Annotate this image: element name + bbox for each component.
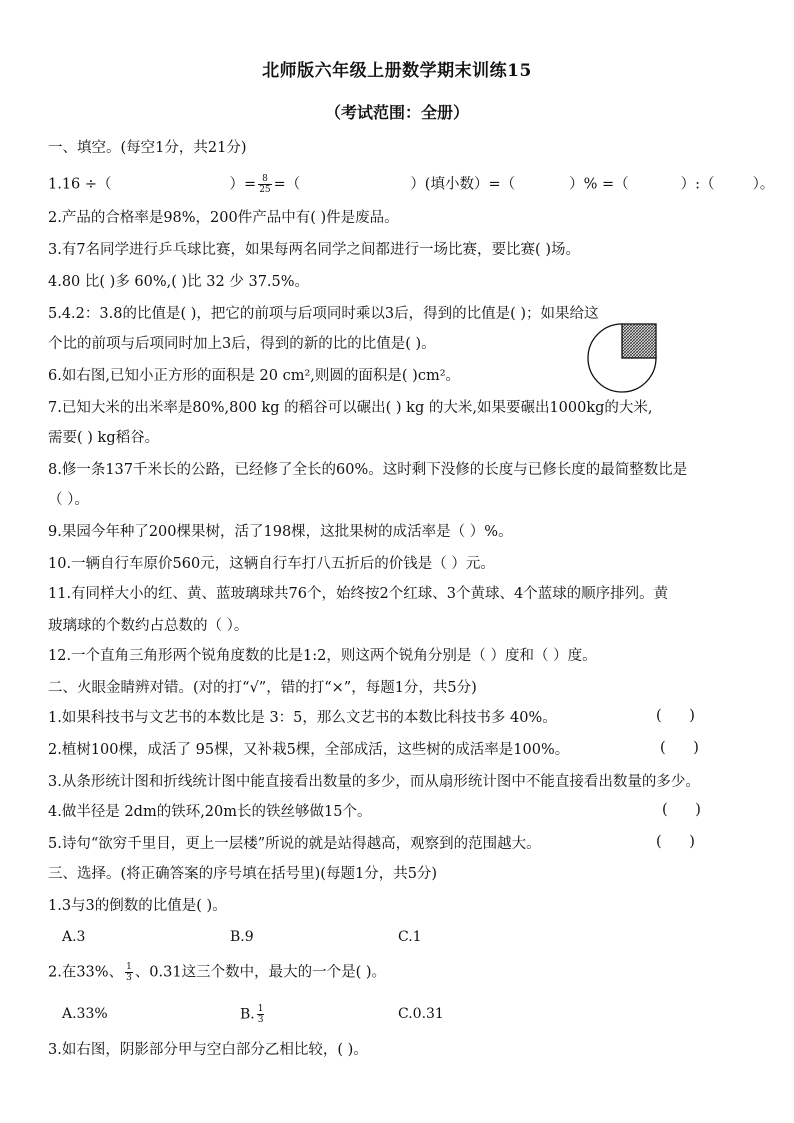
fraction-1-3: $\frac{1}{3}$ [126,962,132,983]
question-2-5: 5.诗句“欲穷千里目，更上一层楼”所说的就是站得越高，观察到的范围越大。 [48,836,541,852]
question-2-2: 2.植树100棵，成活了 95棵，又补栽5棵，全部成活，这些树的成活率是100%。 [48,742,570,758]
q1-part-f: ）:（ [680,176,715,193]
question-1-5b: 个比的前项与后项同时加上3后，得到的新的比的比值是( )。 [48,336,436,352]
question-1-1 [48,174,774,195]
option-3-1-b: B.9 [230,929,254,945]
section-3-heading: 三、选择。(将正确答案的序号填在括号里)(每题1分，共5分) [48,866,438,882]
question-3-3: 3.如右图，阴影部分甲与空白部分乙相比较，( )。 [48,1042,368,1058]
shaded-square [622,324,656,358]
question-1-6: 6.如右图,已知小正方形的面积是 20 cm²,则圆的面积是( )cm²。 [48,368,461,384]
question-2-1: 1.如果科技书与文艺书的本数比是 3：5，那么文艺书的本数比科技书多 40%。 [48,710,557,726]
answer-paren-2-2: ( ) [660,740,699,756]
option-3-1-c: C.1 [398,929,422,945]
question-1-4: 4.80 比( )多 60%,( )比 32 少 37.5%。 [48,274,310,290]
option-3-2-c: C.0.31 [398,1006,444,1022]
section-1-heading: 一、填空。(每空1分，共21分) [48,140,247,156]
q1-part-e: ）% =（ [569,176,629,193]
question-1-3: 3.有7名同学进行乒乓球比赛，如果每两名同学之间都进行一场比赛，要比赛( )场。 [48,242,580,258]
question-1-12: 12.一个直角三角形两个锐角度数的比是1:2，则这两个锐角分别是（ ）度和（ ）度。 [48,648,597,664]
option-3-2-a: A.33% [62,1006,108,1022]
fraction-8-25: $\frac{8}{25}$ [259,174,271,195]
q1-part-b: ）= [229,176,257,193]
question-2-4: 4.做半径是 2dm的铁环,20m长的铁丝够做15个。 [48,804,372,820]
page-subtitle: （考试范围：全册） [324,103,469,122]
question-1-7a: 7.已知大米的出米率是80%,800 kg 的稻谷可以碾出( ) kg 的大米,如果要碾出1000kg的大米, [48,400,653,416]
question-2-3: 3.从条形统计图和折线统计图中能直接看出数量的多少，而从扇形统计图中不能直接看出数量的多少。 [48,774,700,790]
question-3-2: 2.在33%、 $\frac{1}{3}$ 、0.31这三个数中，最大的一个是( )。 [48,962,387,983]
section-2-heading: 二、火眼金睛辨对错。(对的打“√”，错的打“×”，每题1分，共5分) [48,680,477,696]
option-3-2-b: B. $\frac{1}{3}$ [240,1004,264,1025]
question-1-2: 2.产品的合格率是98%，200件产品中有( )件是废品。 [48,210,399,226]
circle-square-figure [586,322,658,394]
question-1-8a: 8.修一条137千米长的公路，已经修了全长的60%。这时剩下没修的长度与已修长度的最简整数比是 [48,462,688,478]
question-1-11b: 玻璃球的个数约占总数的（ ）。 [48,618,249,634]
q1-part-c: =（ [273,176,301,193]
question-1-5a: 5.4.2：3.8的比值是( )，把它的前项与后项同时乘以3后，得到的比值是( )；如果给这 [48,306,599,322]
page-title: 北师版六年级上册数学期末训练15 [262,61,532,81]
question-1-11a: 11.有同样大小的红、黄、蓝玻璃球共76个，始终按2个红球、3个黄球、4个蓝球的顺序排列。黄 [48,586,669,602]
q1-part-a: 1.16 ÷（ [48,176,112,193]
answer-paren-2-5: ( ) [656,834,695,850]
question-1-9: 9.果园今年种了200棵果树，活了198棵，这批果树的成活率是（ ）%。 [48,524,513,540]
question-1-10: 10.一辆自行车原价560元，这辆自行车打八五折后的价钱是（ ）元。 [48,556,495,572]
option-3-1-a: A.3 [62,929,86,945]
question-1-8b: （ ）。 [48,492,89,508]
answer-paren-2-1: ( ) [656,708,695,724]
q1-part-g: ）。 [752,176,775,193]
answer-paren-2-4: ( ) [662,802,701,818]
q1-part-d: ）(填小数）=（ [410,176,516,193]
question-3-1: 1.3与3的倒数的比值是( )。 [48,898,227,914]
question-1-7b: 需要( ) kg稻谷。 [48,430,160,446]
fraction-1-3-option: $\frac{1}{3}$ [257,1004,264,1025]
